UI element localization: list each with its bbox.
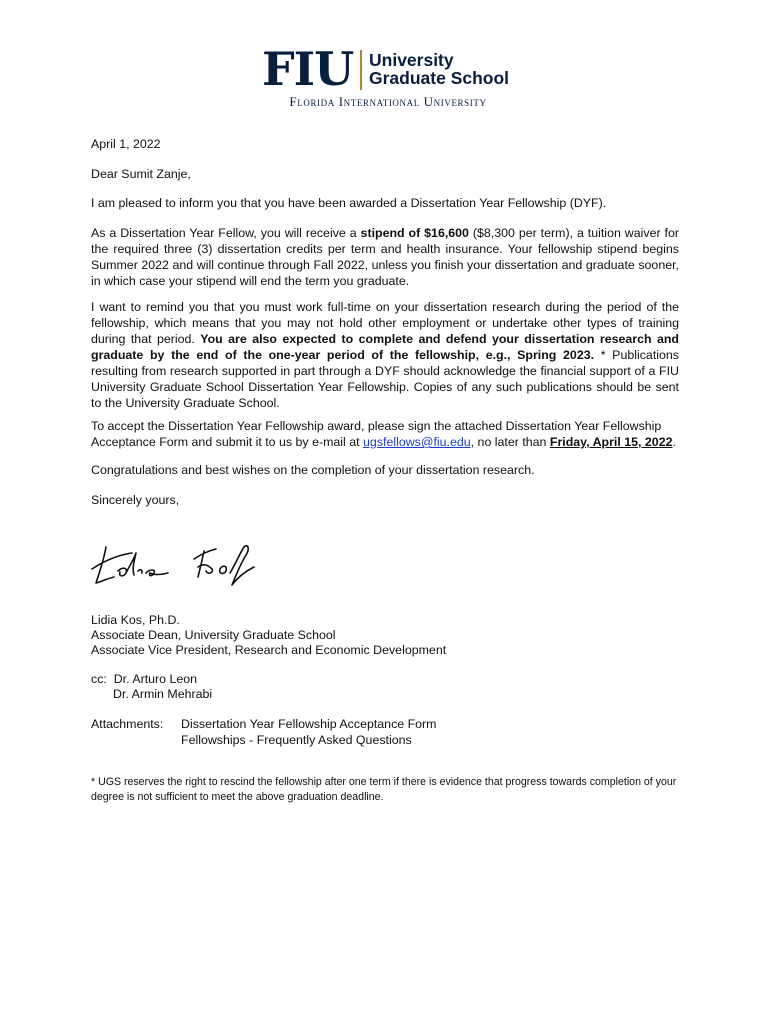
letter-date: April 1, 2022 [91, 137, 161, 151]
acceptance-end: . [672, 435, 676, 449]
attachments-list [181, 716, 437, 748]
acceptance-text: To accept the Dissertation Year Fellowship award, please sign the attached Dissertation Year Fellowship Acceptance Form and submit it to us by e-mail at [91, 419, 662, 449]
paragraph-award: I am pleased to inform you that you have been awarded a Dissertation Year Fellowship (DYF). [91, 196, 607, 210]
logo-subtitle: Florida International University [289, 94, 487, 109]
cc-recipient-2: Dr. Armin Mehrabi [113, 687, 213, 701]
attachment-item: Fellowships - Frequently Asked Questions [181, 733, 412, 747]
paragraph-congratulations: Congratulations and best wishes on the completion of your dissertation research. [91, 463, 535, 477]
cc-recipient-1: Dr. Arturo Leon [113, 672, 198, 686]
cc-line-2 [113, 686, 212, 702]
signer-title-1: Associate Dean, University Graduate School [91, 628, 336, 642]
stipend-details-text: ($8,300 per term), a tuition waiver for the required three (3) dissertation credits per term and health insurance. Your fellowship stipend begins Summer 2022 and will continue through Fall 2022, unless you finish your dissertation and graduate sooner, in which case your stipend will end the term you graduate. [91, 226, 679, 288]
graduation-requirement: You are also expected to complete and defend your dissertation research and graduate by the end of the one-year period of the fellowship, e.g., Spring 2023. [91, 332, 679, 362]
deadline-date: Friday, April 15, 2022 [549, 435, 673, 449]
paragraph-requirements [91, 299, 679, 411]
fiu-letterhead-logo [262, 44, 514, 110]
footnote: * UGS reserves the right to rescind the fellowship after one term if there is evidence that progress towards completion of your degree is not sufficient to meet the above graduation deadline. [91, 776, 677, 803]
cc-line-1 [91, 671, 197, 687]
logo-divider [360, 50, 362, 90]
stipend-intro-text: As a Dissertation Year Fellow, you will receive a [91, 226, 361, 240]
signer-name: Lidia Kos, Ph.D. [91, 613, 180, 627]
salutation: Dear Sumit Zanje, [91, 167, 191, 181]
logo-text-university: University [369, 50, 454, 70]
acceptance-text-2: , no later than [470, 435, 550, 449]
cc-label: cc: [91, 672, 107, 686]
email-link[interactable]: ugsfellows@fiu.edu [363, 435, 471, 449]
signer-title-2: Associate Vice President, Research and Economic Development [91, 643, 447, 657]
requirements-text: I want to remind you that you must work full-time on your dissertation research during the period of the fellowship, which means that you may not hold other employment or undertake other types of training during that period. [91, 300, 679, 346]
closing: Sincerely yours, [91, 493, 180, 507]
handwritten-signature [90, 533, 260, 598]
publications-text: * Publications resulting from research supported in part through a DYF should acknowledge the financial support of a FIU University Graduate School Dissertation Year Fellowship. Copies of any such publications should be sent to the University Graduate School. [91, 348, 679, 410]
attachments-label: Attachments: [91, 717, 164, 731]
paragraph-acceptance [91, 418, 679, 450]
paragraph-stipend [91, 225, 679, 289]
logo-text-graduate-school: Graduate School [369, 68, 510, 88]
stipend-amount: stipend of $16,600 [360, 226, 469, 240]
attachment-item: Dissertation Year Fellowship Acceptance Form [181, 717, 437, 731]
fiu-logo-mark: FIU [262, 42, 354, 96]
